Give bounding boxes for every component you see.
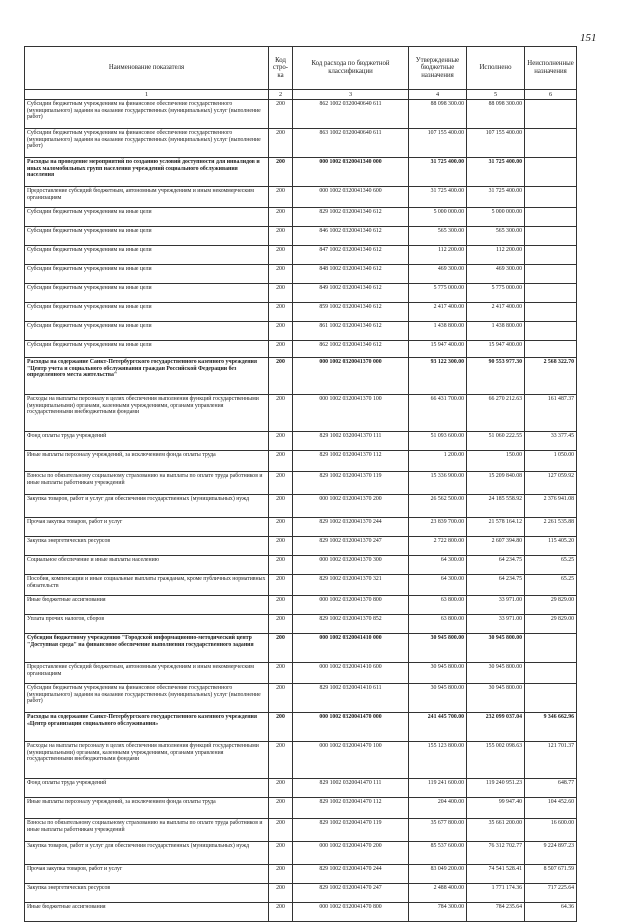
unexecuted-amount-cell [525, 341, 577, 358]
approved-amount-cell: 23 839 700.00 [409, 518, 467, 537]
expense-code-cell: 000 1002 0320041370 100 [293, 395, 409, 432]
executed-amount-cell: 150.00 [467, 451, 525, 472]
line-code-cell: 200 [269, 615, 293, 634]
unexecuted-amount-cell: 65.25 [525, 575, 577, 596]
expense-code-cell: 829 1002 0320041370 119 [293, 472, 409, 495]
expense-code-cell: 829 1002 0320041370 244 [293, 518, 409, 537]
indicator-name-cell: Взносы по обязательному социальному страхованию на выплаты по оплате труда работников и иные выплаты работникам учреждений [25, 819, 269, 842]
approved-amount-cell: 35 677 800.00 [409, 819, 467, 842]
expense-code-cell: 846 1002 0320041340 612 [293, 227, 409, 246]
table-row [25, 432, 577, 451]
unexecuted-amount-cell: 1 050.00 [525, 451, 577, 472]
executed-amount-cell: 64 234.75 [467, 575, 525, 596]
expense-code-cell: 829 1002 0320041370 111 [293, 432, 409, 451]
table-row [25, 575, 577, 596]
column-number: 6 [525, 90, 577, 100]
indicator-name-cell: Предоставление субсидий бюджетным, автономным учреждениям и иным некоммерческим организациям [25, 187, 269, 208]
unexecuted-amount-cell [525, 187, 577, 208]
unexecuted-amount-cell [525, 246, 577, 265]
line-code-cell: 200 [269, 596, 293, 615]
line-code-cell: 200 [269, 341, 293, 358]
line-code-cell: 200 [269, 798, 293, 819]
expense-code-cell: 847 1002 0320041340 612 [293, 246, 409, 265]
expense-code-cell: 829 1002 0320041370 247 [293, 537, 409, 556]
table-row [25, 227, 577, 246]
unexecuted-amount-cell: 16 600.00 [525, 819, 577, 842]
executed-amount-cell: 30 945 800.00 [467, 634, 525, 663]
expense-code-cell: 829 1002 0320041470 247 [293, 884, 409, 903]
unexecuted-amount-cell: 115 405.20 [525, 537, 577, 556]
expense-code-cell: 000 1002 0320041470 000 [293, 713, 409, 742]
expense-code-cell: 000 1002 0320041470 800 [293, 903, 409, 922]
expense-code-cell: 000 1002 0320041340 600 [293, 187, 409, 208]
unexecuted-amount-cell: 2 261 535.88 [525, 518, 577, 537]
executed-amount-cell: 155 002 098.63 [467, 742, 525, 779]
indicator-name-cell: Пособия, компенсации и иные социальные выплаты гражданам, кроме публичных нормативных обязательств [25, 575, 269, 596]
column-number: 5 [467, 90, 525, 100]
line-code-cell: 200 [269, 303, 293, 322]
unexecuted-amount-cell: 29 829.00 [525, 596, 577, 615]
executed-amount-cell: 112 200.00 [467, 246, 525, 265]
indicator-name-cell: Фонд оплаты труда учреждений [25, 779, 269, 798]
line-code-cell: 200 [269, 100, 293, 129]
expense-code-cell: 000 1002 0320041470 100 [293, 742, 409, 779]
indicator-name-cell: Расходы на проведение мероприятий по созданию условий доступности для инвалидов и иных маломобильных групп населения учреждений социального обслуживания населения [25, 158, 269, 187]
indicator-name-cell: Иные бюджетные ассигнования [25, 596, 269, 615]
unexecuted-amount-cell: 127 059.92 [525, 472, 577, 495]
indicator-name-cell: Закупка энергетических ресурсов [25, 884, 269, 903]
table-row [25, 265, 577, 284]
approved-amount-cell: 204 400.00 [409, 798, 467, 819]
line-code-cell: 200 [269, 537, 293, 556]
expense-code-cell: 829 1002 0320041410 611 [293, 684, 409, 713]
expense-code-cell: 849 1002 0320041340 612 [293, 284, 409, 303]
unexecuted-amount-cell [525, 284, 577, 303]
approved-amount-cell: 64 300.00 [409, 575, 467, 596]
expense-code-cell: 000 1002 0320041370 800 [293, 596, 409, 615]
approved-amount-cell: 2 722 800.00 [409, 537, 467, 556]
table-row [25, 884, 577, 903]
table-row [25, 842, 577, 865]
indicator-name-cell: Субсидии бюджетным учреждениям на иные цели [25, 322, 269, 341]
indicator-name-cell: Расходы на выплаты персоналу в целях обеспечения выполнения функций государственными (муниципальными) органами, казенными учреждениями, органами управления государственными внебюджетными фондами [25, 395, 269, 432]
table-row [25, 322, 577, 341]
executed-amount-cell: 565 300.00 [467, 227, 525, 246]
expense-code-cell: 829 1002 0320041470 244 [293, 865, 409, 884]
table-row [25, 495, 577, 518]
executed-amount-cell: 74 541 528.41 [467, 865, 525, 884]
unexecuted-amount-cell [525, 129, 577, 158]
indicator-name-cell: Фонд оплаты труда учреждений [25, 432, 269, 451]
unexecuted-amount-cell: 104 452.60 [525, 798, 577, 819]
table-row [25, 303, 577, 322]
table-row [25, 472, 577, 495]
executed-amount-cell: 99 947.40 [467, 798, 525, 819]
line-code-cell: 200 [269, 903, 293, 922]
approved-amount-cell: 26 562 500.00 [409, 495, 467, 518]
approved-amount-cell: 2 488 400.00 [409, 884, 467, 903]
table-row [25, 358, 577, 395]
approved-amount-cell: 155 123 800.00 [409, 742, 467, 779]
table-row [25, 284, 577, 303]
unexecuted-amount-cell: 2 568 322.70 [525, 358, 577, 395]
table-row [25, 451, 577, 472]
executed-amount-cell: 88 098 300.00 [467, 100, 525, 129]
executed-amount-cell: 107 155 400.00 [467, 129, 525, 158]
indicator-name-cell: Закупка товаров, работ и услуг для обеспечения государственных (муниципальных) нужд [25, 495, 269, 518]
executed-amount-cell: 15 209 840.08 [467, 472, 525, 495]
line-code-cell: 200 [269, 395, 293, 432]
indicator-name-cell: Закупка энергетических ресурсов [25, 537, 269, 556]
indicator-name-cell: Субсидии бюджетным учреждениям на иные цели [25, 284, 269, 303]
header-executed: Исполнено [467, 47, 525, 90]
line-code-cell: 200 [269, 713, 293, 742]
approved-amount-cell: 2 417 400.00 [409, 303, 467, 322]
approved-amount-cell: 30 945 800.00 [409, 634, 467, 663]
column-number: 1 [25, 90, 269, 100]
table-row [25, 596, 577, 615]
table-row [25, 100, 577, 129]
table-row [25, 246, 577, 265]
executed-amount-cell: 1 438 800.00 [467, 322, 525, 341]
unexecuted-amount-cell: 9 224 897.23 [525, 842, 577, 865]
indicator-name-cell: Иные выплаты персоналу учреждений, за исключением фонда оплаты труда [25, 451, 269, 472]
executed-amount-cell: 33 971.00 [467, 615, 525, 634]
unexecuted-amount-cell [525, 100, 577, 129]
indicator-name-cell: Иные бюджетные ассигнования [25, 903, 269, 922]
approved-amount-cell: 1 200.00 [409, 451, 467, 472]
approved-amount-cell: 107 155 400.00 [409, 129, 467, 158]
table-row [25, 187, 577, 208]
unexecuted-amount-cell [525, 684, 577, 713]
executed-amount-cell: 31 725 400.00 [467, 158, 525, 187]
executed-amount-cell: 2 417 400.00 [467, 303, 525, 322]
expense-code-cell: 829 1002 0320041370 112 [293, 451, 409, 472]
line-code-cell: 200 [269, 358, 293, 395]
line-code-cell: 200 [269, 227, 293, 246]
expense-code-cell: 000 1002 0320041340 000 [293, 158, 409, 187]
unexecuted-amount-cell: 2 376 941.08 [525, 495, 577, 518]
table-row [25, 158, 577, 187]
table-row [25, 341, 577, 358]
table-row [25, 395, 577, 432]
unexecuted-amount-cell [525, 663, 577, 684]
executed-amount-cell: 21 578 164.12 [467, 518, 525, 537]
line-code-cell: 200 [269, 265, 293, 284]
indicator-name-cell: Предоставление субсидий бюджетным, автономным учреждениям и иным некоммерческим организациям [25, 663, 269, 684]
executed-amount-cell: 5 775 000.00 [467, 284, 525, 303]
table-row [25, 713, 577, 742]
executed-amount-cell: 64 234.75 [467, 556, 525, 575]
unexecuted-amount-cell: 121 701.37 [525, 742, 577, 779]
approved-amount-cell: 64 300.00 [409, 556, 467, 575]
indicator-name-cell: Субсидии бюджетным учреждениям на финансовое обеспечение государственного (муниципального) задания на оказание государственных (муниципальных) услуг (выполнение работ) [25, 684, 269, 713]
executed-amount-cell: 76 312 702.77 [467, 842, 525, 865]
indicator-name-cell: Субсидии бюджетным учреждениям на иные цели [25, 303, 269, 322]
table-row [25, 615, 577, 634]
line-code-cell: 200 [269, 684, 293, 713]
table-row [25, 903, 577, 922]
approved-amount-cell: 30 945 800.00 [409, 663, 467, 684]
unexecuted-amount-cell: 717 225.64 [525, 884, 577, 903]
executed-amount-cell: 66 270 212.63 [467, 395, 525, 432]
approved-amount-cell: 85 537 600.00 [409, 842, 467, 865]
line-code-cell: 200 [269, 158, 293, 187]
approved-amount-cell: 565 300.00 [409, 227, 467, 246]
executed-amount-cell: 119 240 951.23 [467, 779, 525, 798]
line-code-cell: 200 [269, 432, 293, 451]
line-code-cell: 200 [269, 246, 293, 265]
approved-amount-cell: 1 438 800.00 [409, 322, 467, 341]
table-row [25, 779, 577, 798]
line-code-cell: 200 [269, 865, 293, 884]
line-code-cell: 200 [269, 518, 293, 537]
unexecuted-amount-cell: 648.77 [525, 779, 577, 798]
line-code-cell: 200 [269, 819, 293, 842]
line-code-cell: 200 [269, 842, 293, 865]
approved-amount-cell: 93 122 300.00 [409, 358, 467, 395]
table-row [25, 556, 577, 575]
table-row [25, 684, 577, 713]
expense-code-cell: 829 1002 0320041470 111 [293, 779, 409, 798]
executed-amount-cell: 31 725 400.00 [467, 187, 525, 208]
approved-amount-cell: 51 093 600.00 [409, 432, 467, 451]
table-row [25, 742, 577, 779]
line-code-cell: 200 [269, 322, 293, 341]
unexecuted-amount-cell: 9 346 662.96 [525, 713, 577, 742]
table-row [25, 537, 577, 556]
executed-amount-cell: 35 661 200.00 [467, 819, 525, 842]
executed-amount-cell: 469 300.00 [467, 265, 525, 284]
indicator-name-cell: Субсидии бюджетным учреждениям на финансовое обеспечение государственного (муниципального) задания на оказание государственных (муниципальных) услуг (выполнение работ) [25, 100, 269, 129]
executed-amount-cell: 232 099 037.04 [467, 713, 525, 742]
approved-amount-cell: 241 445 700.00 [409, 713, 467, 742]
indicator-name-cell: Субсидии бюджетным учреждениям на иные цели [25, 208, 269, 227]
indicator-name-cell: Прочая закупка товаров, работ и услуг [25, 518, 269, 537]
executed-amount-cell: 51 060 222.55 [467, 432, 525, 451]
unexecuted-amount-cell [525, 322, 577, 341]
unexecuted-amount-cell [525, 265, 577, 284]
expense-code-cell: 861 1002 0320041340 612 [293, 322, 409, 341]
line-code-cell: 200 [269, 575, 293, 596]
approved-amount-cell: 30 945 800.00 [409, 684, 467, 713]
approved-amount-cell: 63 800.00 [409, 596, 467, 615]
indicator-name-cell: Прочая закупка товаров, работ и услуг [25, 865, 269, 884]
expense-code-cell: 848 1002 0320041340 612 [293, 265, 409, 284]
indicator-name-cell: Субсидии бюджетным учреждениям на иные цели [25, 341, 269, 358]
table-header-row [25, 47, 577, 90]
line-code-cell: 200 [269, 129, 293, 158]
column-number: 4 [409, 90, 467, 100]
table-row [25, 798, 577, 819]
line-code-cell: 200 [269, 634, 293, 663]
expense-code-cell: 829 1002 0320041340 612 [293, 208, 409, 227]
unexecuted-amount-cell [525, 158, 577, 187]
expense-code-cell: 862 1002 0320041340 612 [293, 341, 409, 358]
table-row [25, 819, 577, 842]
line-code-cell: 200 [269, 556, 293, 575]
indicator-name-cell: Расходы на выплаты персоналу в целях обеспечения выполнения функций государственными (муниципальными) органами, казенными учреждениями, органами управления государственными внебюджетными фондами [25, 742, 269, 779]
approved-amount-cell: 5 775 000.00 [409, 284, 467, 303]
expense-code-cell: 863 1002 0320040640 611 [293, 129, 409, 158]
line-code-cell: 200 [269, 187, 293, 208]
executed-amount-cell: 1 771 174.36 [467, 884, 525, 903]
executed-amount-cell: 2 607 394.80 [467, 537, 525, 556]
approved-amount-cell: 66 431 700.00 [409, 395, 467, 432]
unexecuted-amount-cell: 29 829.00 [525, 615, 577, 634]
indicator-name-cell: Иные выплаты персоналу учреждений, за исключением фонда оплаты труда [25, 798, 269, 819]
indicator-name-cell: Расходы на содержание Санкт-Петербургского государственного казенного учреждения "Центр учета и социального обслуживания граждан Российской Федерации без определенного места жительства" [25, 358, 269, 395]
executed-amount-cell: 30 945 800.00 [467, 663, 525, 684]
line-code-cell: 200 [269, 208, 293, 227]
executed-amount-cell: 15 947 400.00 [467, 341, 525, 358]
expense-code-cell: 829 1002 0320041370 852 [293, 615, 409, 634]
executed-amount-cell: 33 971.00 [467, 596, 525, 615]
executed-amount-cell: 24 185 558.92 [467, 495, 525, 518]
executed-amount-cell: 30 945 800.00 [467, 684, 525, 713]
line-code-cell: 200 [269, 742, 293, 779]
unexecuted-amount-cell: 161 487.37 [525, 395, 577, 432]
line-code-cell: 200 [269, 495, 293, 518]
table-row [25, 518, 577, 537]
expense-code-cell: 862 1002 0320040640 611 [293, 100, 409, 129]
line-code-cell: 200 [269, 884, 293, 903]
column-number: 2 [269, 90, 293, 100]
unexecuted-amount-cell: 8 507 671.59 [525, 865, 577, 884]
header-unexecuted: Неисполненные назначения [525, 47, 577, 90]
indicator-name-cell: Закупка товаров, работ и услуг для обеспечения государственных (муниципальных) нужд [25, 842, 269, 865]
header-indicator-name: Наименование показателя [25, 47, 269, 90]
approved-amount-cell: 5 000 000.00 [409, 208, 467, 227]
indicator-name-cell: Субсидии бюджетным учреждениям на иные цели [25, 246, 269, 265]
column-number-row [25, 90, 577, 100]
line-code-cell: 200 [269, 663, 293, 684]
unexecuted-amount-cell [525, 303, 577, 322]
indicator-name-cell: Субсидии бюджетным учреждениям на финансовое обеспечение государственного (муниципального) задания на оказание государственных (муниципальных) услуг (выполнение работ) [25, 129, 269, 158]
expense-code-cell: 829 1002 0320041370 321 [293, 575, 409, 596]
line-code-cell: 200 [269, 472, 293, 495]
table-row [25, 208, 577, 227]
unexecuted-amount-cell: 64.36 [525, 903, 577, 922]
unexecuted-amount-cell [525, 208, 577, 227]
approved-amount-cell: 63 800.00 [409, 615, 467, 634]
expense-code-cell: 000 1002 0320041410 000 [293, 634, 409, 663]
table-row [25, 634, 577, 663]
approved-amount-cell: 15 336 900.00 [409, 472, 467, 495]
approved-amount-cell: 83 049 200.00 [409, 865, 467, 884]
indicator-name-cell: Уплата прочих налогов, сборов [25, 615, 269, 634]
line-code-cell: 200 [269, 451, 293, 472]
expense-code-cell: 000 1002 0320041410 600 [293, 663, 409, 684]
approved-amount-cell: 112 200.00 [409, 246, 467, 265]
header-expense-code: Код расхода по бюджетной классификации [293, 47, 409, 90]
expense-code-cell: 000 1002 0320041470 200 [293, 842, 409, 865]
unexecuted-amount-cell: 33 377.45 [525, 432, 577, 451]
approved-amount-cell: 31 725 400.00 [409, 158, 467, 187]
unexecuted-amount-cell: 65.25 [525, 556, 577, 575]
header-line-code: Код стро- ка [269, 47, 293, 90]
header-approved: Утвержденные бюджетные назначения [409, 47, 467, 90]
approved-amount-cell: 784 300.00 [409, 903, 467, 922]
line-code-cell: 200 [269, 779, 293, 798]
page-number: 151 [580, 32, 597, 44]
executed-amount-cell: 90 553 977.30 [467, 358, 525, 395]
expense-code-cell: 000 1002 0320041370 200 [293, 495, 409, 518]
indicator-name-cell: Взносы по обязательному социальному страхованию на выплаты по оплате труда работников и иные выплаты работникам учреждений [25, 472, 269, 495]
indicator-name-cell: Субсидии бюджетным учреждениям на иные цели [25, 265, 269, 284]
table-row [25, 663, 577, 684]
expense-code-cell: 829 1002 0320041470 112 [293, 798, 409, 819]
table-row [25, 865, 577, 884]
expense-code-cell: 000 1002 0320041370 000 [293, 358, 409, 395]
unexecuted-amount-cell [525, 227, 577, 246]
indicator-name-cell: Расходы на содержание Санкт-Петербургского государственного казенного учреждения «Центр организации социального обслуживания» [25, 713, 269, 742]
approved-amount-cell: 15 947 400.00 [409, 341, 467, 358]
expense-code-cell: 829 1002 0320041470 119 [293, 819, 409, 842]
approved-amount-cell: 31 725 400.00 [409, 187, 467, 208]
budget-execution-table [24, 46, 577, 922]
executed-amount-cell: 5 000 000.00 [467, 208, 525, 227]
table-body [25, 100, 577, 922]
indicator-name-cell: Социальное обеспечение и иные выплаты населению [25, 556, 269, 575]
approved-amount-cell: 469 300.00 [409, 265, 467, 284]
expense-code-cell: 000 1002 0320041370 300 [293, 556, 409, 575]
indicator-name-cell: Субсидии бюджетному учреждению "Городской информационно-методический центр "Доступная среда" на финансовое обеспечение выполнения государственного задания [25, 634, 269, 663]
column-number: 3 [293, 90, 409, 100]
indicator-name-cell: Субсидии бюджетным учреждениям на иные цели [25, 227, 269, 246]
executed-amount-cell: 784 235.64 [467, 903, 525, 922]
table-row [25, 129, 577, 158]
approved-amount-cell: 88 098 300.00 [409, 100, 467, 129]
line-code-cell: 200 [269, 284, 293, 303]
unexecuted-amount-cell [525, 634, 577, 663]
expense-code-cell: 859 1002 0320041340 612 [293, 303, 409, 322]
approved-amount-cell: 119 241 600.00 [409, 779, 467, 798]
